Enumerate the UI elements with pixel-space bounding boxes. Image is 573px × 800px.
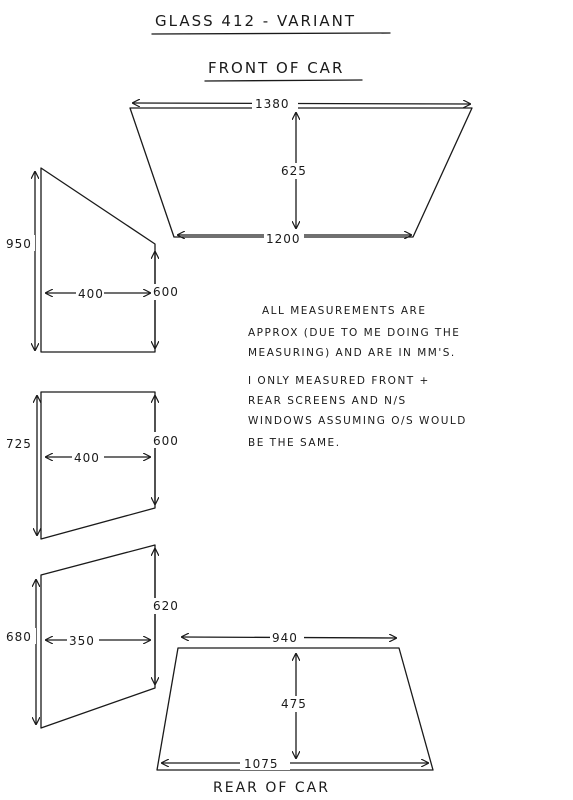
side-window-front <box>4 168 180 352</box>
side-window-middle-right-label: 600 <box>153 434 179 448</box>
side-window-rear-right-label: 620 <box>153 599 179 613</box>
note-line-5: REAR SCREENS AND N/S <box>248 395 407 407</box>
side-window-rear-width-label: 350 <box>69 634 95 648</box>
title-underline <box>152 33 390 34</box>
note-line-6: WINDOWS ASSUMING O/S WOULD <box>248 415 467 427</box>
rear-bottom-width-label: 1075 <box>244 757 279 771</box>
front-top-dim-line <box>133 103 470 104</box>
side-window-middle-outline <box>41 392 155 539</box>
front-top-width-label: 1380 <box>255 97 290 111</box>
front-bottom-width-label: 1200 <box>266 232 301 246</box>
front-label: FRONT OF CAR <box>208 59 345 77</box>
side-window-front-outline <box>41 168 155 352</box>
side-window-front-right-label: 600 <box>153 285 179 299</box>
front-height-label: 625 <box>281 164 307 178</box>
rear-label: REAR OF CAR <box>213 780 330 796</box>
rear-screen <box>157 630 433 771</box>
side-window-rear-left-label: 680 <box>6 630 32 644</box>
front-label-underline <box>205 80 362 81</box>
note-line-4: I ONLY MEASURED FRONT + <box>248 375 430 387</box>
side-window-front-width-label: 400 <box>78 287 104 301</box>
note-line-1: ALL MEASUREMENTS ARE <box>262 305 427 317</box>
note-line-3: MEASURING) AND ARE IN MM'S. <box>248 347 456 359</box>
rear-height-label: 475 <box>281 697 307 711</box>
side-window-middle <box>4 392 180 539</box>
side-window-front-left-label: 950 <box>6 237 32 251</box>
note-line-2: APPROX (DUE TO ME DOING THE <box>248 327 461 339</box>
note-line-7: BE THE SAME. <box>248 437 341 449</box>
front-screen <box>130 96 472 246</box>
side-window-middle-width-label: 400 <box>74 451 100 465</box>
side-window-rear <box>4 545 180 728</box>
notes-block <box>248 305 467 449</box>
side-window-middle-left-label: 725 <box>6 437 32 451</box>
title-text: GLASS 412 - VARIANT <box>155 12 357 30</box>
rear-top-width-label: 940 <box>272 631 298 645</box>
